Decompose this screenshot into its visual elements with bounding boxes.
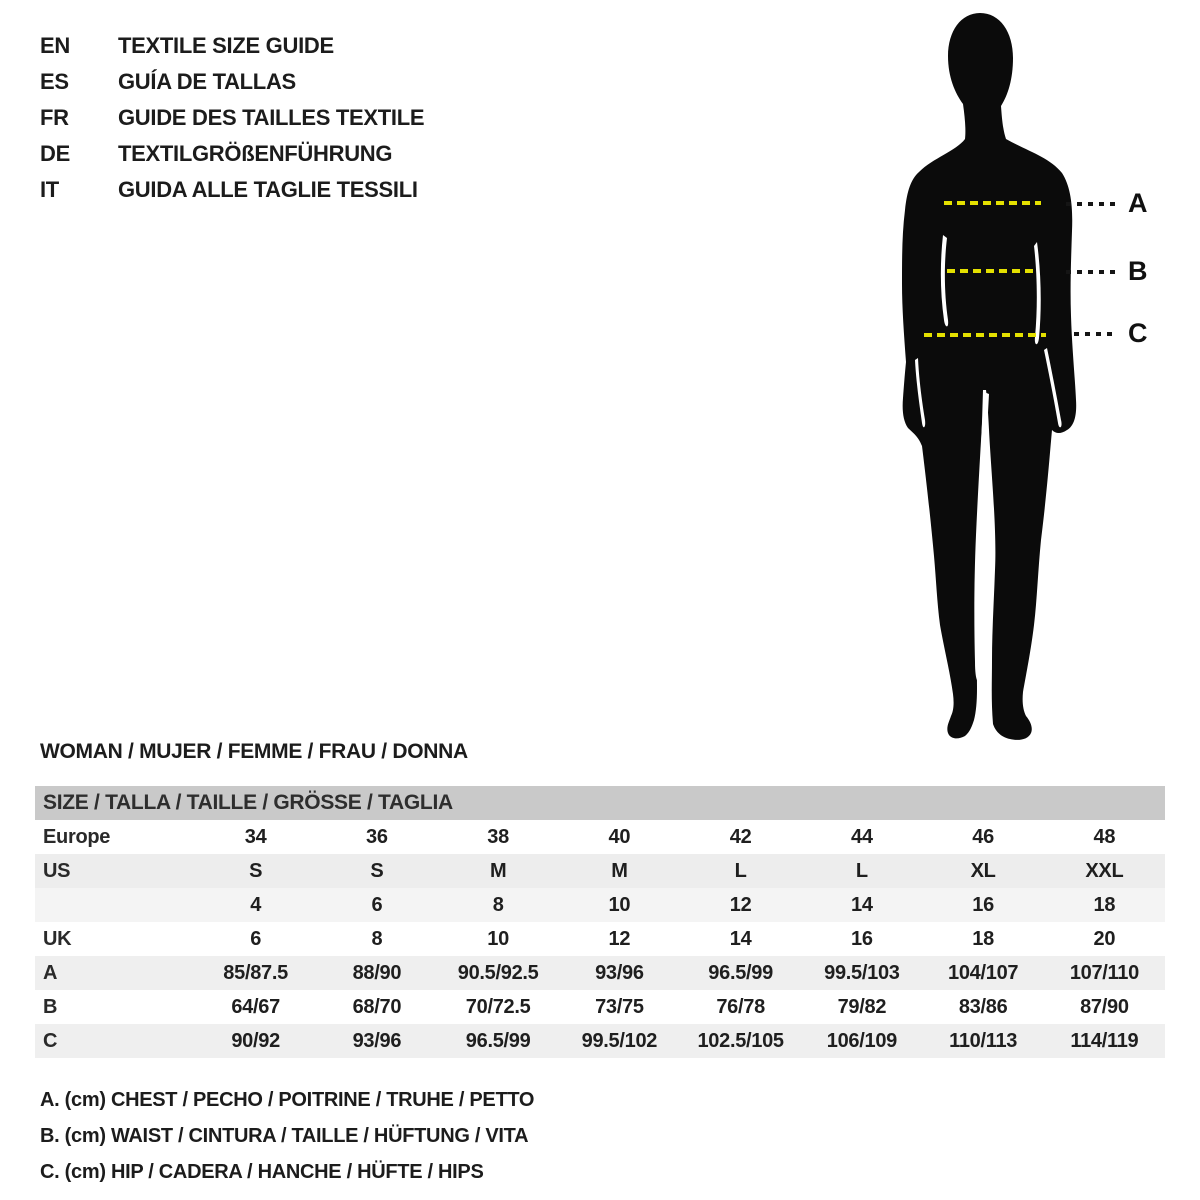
size-value: XXL	[1085, 860, 1124, 882]
size-value: 114/119	[1070, 1030, 1139, 1052]
size-value: 96.5/99	[465, 1030, 531, 1052]
size-value: 99.5/102	[581, 1030, 658, 1052]
language-code: IT	[40, 177, 59, 202]
table-row	[35, 820, 1165, 854]
language-code: EN	[40, 33, 70, 58]
size-value: M	[611, 860, 628, 882]
size-value: 85/87.5	[223, 962, 288, 984]
size-value: 20	[1093, 928, 1116, 950]
size-value: 12	[608, 928, 631, 950]
row-label: UK	[43, 928, 72, 950]
size-value: 93/96	[352, 1030, 402, 1052]
row-label: US	[43, 860, 71, 882]
size-value: 18	[1093, 894, 1116, 916]
language-row-fr	[40, 100, 424, 136]
language-title: GUÍA DE TALLAS	[118, 69, 296, 94]
size-value: 70/72.5	[465, 996, 531, 1018]
size-table-header: SIZE / TALLA / TAILLE / GRÖSSE / TAGLIA	[35, 786, 1165, 820]
row-label	[35, 888, 195, 922]
size-value: 12	[729, 894, 752, 916]
table-row	[35, 888, 1165, 922]
body-measurement-figure	[880, 0, 1200, 770]
row-label: C	[43, 1030, 58, 1052]
language-code: FR	[40, 105, 69, 130]
legend-line-chest: A. (cm) CHEST / PECHO / POITRINE / TRUHE / PETTO	[40, 1089, 535, 1111]
language-code: DE	[40, 141, 70, 166]
row-label: A	[43, 962, 58, 984]
size-value: 90/92	[231, 1030, 280, 1052]
chest-measure-line	[944, 201, 1041, 205]
legend-line-hip: C. (cm) HIP / CADERA / HANCHE / HÜFTE / HIPS	[40, 1161, 484, 1183]
size-value: 18	[972, 928, 994, 950]
size-value: 83/86	[958, 996, 1008, 1018]
size-value: 88/90	[352, 962, 402, 984]
size-value: 106/109	[826, 1030, 897, 1052]
size-value: 14	[851, 894, 873, 916]
size-value: 73/75	[595, 996, 644, 1018]
size-value: 4	[250, 894, 262, 916]
size-value: 8	[371, 928, 383, 950]
language-row-de	[40, 136, 424, 172]
size-table	[35, 786, 1165, 1058]
size-value: 6	[371, 894, 383, 916]
size-value: 96.5/99	[708, 962, 773, 984]
size-value: 36	[366, 826, 388, 848]
size-value: 93/96	[595, 962, 644, 984]
size-value: S	[249, 860, 263, 882]
size-value: 10	[608, 894, 631, 916]
size-value: S	[370, 860, 384, 882]
size-value: 107/110	[1069, 962, 1139, 984]
table-row	[35, 1024, 1165, 1058]
chest-label: A	[1128, 188, 1148, 218]
section-title: WOMAN / MUJER / FEMME / FRAU / DONNA	[40, 740, 468, 763]
size-value: 10	[487, 928, 509, 950]
language-code: ES	[40, 69, 69, 94]
size-value: 46	[972, 826, 994, 848]
hip-label: C	[1128, 318, 1148, 348]
size-value: 104/107	[948, 962, 1019, 984]
waist-label: B	[1128, 256, 1148, 286]
size-value: 64/67	[231, 996, 280, 1018]
language-row-it	[40, 172, 424, 208]
language-row-es	[40, 64, 424, 100]
size-value: L	[855, 860, 868, 882]
size-value: 76/78	[716, 996, 765, 1018]
size-value: 14	[729, 928, 752, 950]
table-row	[35, 990, 1165, 1024]
size-value: M	[489, 860, 507, 882]
hip-leader-line	[1074, 332, 1116, 336]
size-value: 87/90	[1080, 996, 1129, 1018]
size-value: 102.5/105	[697, 1030, 784, 1052]
size-value: 16	[972, 894, 994, 916]
size-table-body	[35, 820, 1165, 1058]
measurement-legend	[40, 1082, 534, 1190]
waist-measure-line	[947, 269, 1034, 273]
size-value: 110/113	[949, 1030, 1018, 1052]
row-label: Europe	[43, 826, 111, 848]
size-value: 38	[487, 826, 509, 848]
table-row	[35, 854, 1165, 888]
size-value: 8	[492, 894, 504, 916]
language-title: GUIDA ALLE TAGLIE TESSILI	[118, 177, 418, 202]
woman-silhouette	[880, 0, 1100, 760]
size-value: 16	[851, 928, 873, 950]
row-label: B	[43, 996, 58, 1018]
language-title-list	[40, 28, 424, 208]
size-value: 44	[851, 826, 873, 848]
language-row-en	[40, 28, 424, 64]
size-value: 34	[244, 826, 267, 848]
language-title: TEXTILE SIZE GUIDE	[118, 33, 334, 58]
table-row	[35, 956, 1165, 990]
size-value: 68/70	[352, 996, 402, 1018]
size-value: 48	[1093, 826, 1116, 848]
hip-measure-line	[924, 333, 1046, 337]
language-title: GUIDE DES TAILLES TEXTILE	[118, 105, 425, 130]
size-value: 79/82	[837, 996, 887, 1018]
size-value: 40	[608, 826, 631, 848]
table-row	[35, 922, 1165, 956]
size-value: L	[734, 860, 747, 882]
chest-leader-line	[1066, 202, 1116, 206]
waist-leader-line	[1066, 270, 1116, 274]
language-title: TEXTILGRÖßENFÜHRUNG	[118, 141, 393, 166]
legend-line-waist: B. (cm) WAIST / CINTURA / TAILLE / HÜFTUNG / VITA	[40, 1125, 529, 1147]
size-value: XL	[970, 860, 996, 882]
size-value: 42	[729, 826, 752, 848]
size-value: 6	[250, 928, 262, 950]
size-value: 99.5/103	[824, 962, 900, 984]
size-value: 90.5/92.5	[457, 962, 539, 984]
